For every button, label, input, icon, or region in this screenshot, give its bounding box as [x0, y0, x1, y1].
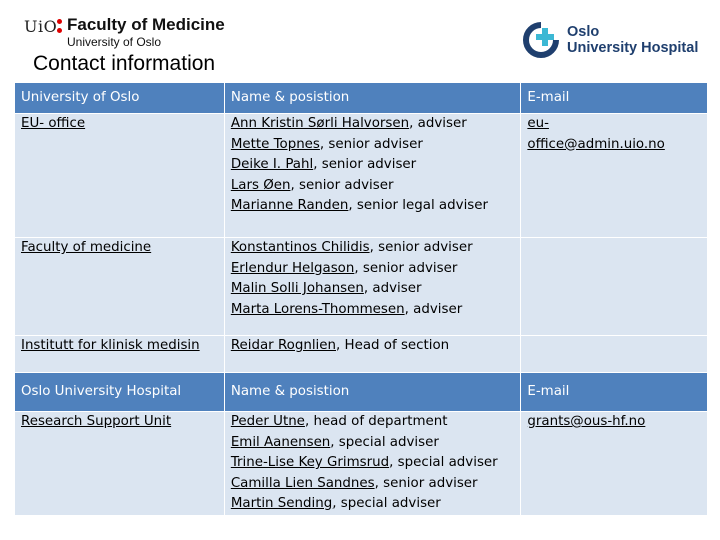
table-row-eu-office — [15, 114, 708, 238]
person-role: , senior legal adviser — [348, 198, 489, 213]
person-role: , Head of section — [336, 338, 450, 353]
person-link[interactable]: Malin Solli Johansen — [230, 281, 364, 296]
person-role: , special adviser — [330, 434, 439, 450]
ouh-line-1: Oslo — [567, 24, 600, 40]
table-row-faculty-medicine — [15, 238, 708, 336]
table-row-klinisk-medisin — [15, 336, 708, 373]
person-line — [231, 494, 515, 515]
email-link-eu-office-part2[interactable]: office@admin.uio.no — [527, 136, 665, 152]
unit-link-faculty-medicine[interactable]: Faculty of medicine — [21, 240, 152, 255]
person-link[interactable]: Deike I. Pahl — [230, 157, 314, 172]
person-link[interactable]: Lars Øen — [230, 177, 291, 193]
person-link[interactable]: Marianne Randen — [230, 198, 349, 213]
person-line — [231, 412, 515, 433]
person-role: , senior adviser — [369, 240, 473, 255]
person-line — [231, 279, 515, 300]
header-cell-name: Name & posistion — [224, 83, 521, 114]
uio-dots-icon — [57, 19, 63, 37]
person-link[interactable]: Erlendur Helgason — [230, 260, 355, 276]
page-header — [0, 0, 720, 82]
header-cell-email: E-mail — [521, 83, 708, 114]
person-line — [231, 433, 515, 454]
person-role: , adviser — [404, 301, 463, 317]
header-cell-org: Oslo University Hospital — [15, 373, 225, 412]
email-link-research-support[interactable]: grants@ous-hf.no — [527, 414, 646, 429]
person-line — [231, 474, 515, 495]
person-link[interactable]: Reidar Rognlien — [230, 338, 336, 353]
unit-link-research-support[interactable]: Research Support Unit — [21, 414, 172, 429]
person-line — [231, 135, 515, 156]
person-line — [231, 155, 515, 176]
contact-table — [14, 82, 708, 516]
person-role: , senior adviser — [319, 136, 423, 152]
ouh-wordmark — [567, 24, 698, 56]
person-line — [231, 259, 515, 280]
person-line — [231, 300, 515, 321]
ouh-logo — [523, 22, 713, 62]
empty-email-cell — [521, 238, 708, 336]
ouh-line-2: University Hospital — [567, 40, 699, 56]
person-link[interactable]: Marta Lorens-Thommesen — [230, 301, 405, 317]
header-cell-org: University of Oslo — [15, 83, 225, 114]
person-line — [231, 114, 515, 135]
uio-subtitle: University of Oslo — [67, 35, 162, 49]
person-role: , senior adviser — [354, 260, 458, 276]
email-link-eu-office-part1[interactable]: eu- — [527, 116, 549, 131]
person-line — [231, 336, 515, 357]
person-role: , senior adviser — [313, 157, 417, 172]
person-link[interactable]: Camilla Lien Sandnes — [230, 475, 375, 491]
person-role: , head of department — [304, 414, 448, 429]
person-role: , senior adviser — [374, 475, 478, 491]
person-link[interactable]: Peder Utne — [230, 414, 305, 429]
person-role: , special adviser — [389, 455, 498, 470]
person-link[interactable]: Emil Aanensen — [230, 434, 331, 450]
person-line — [231, 238, 515, 259]
empty-email-cell — [521, 336, 708, 373]
page-title: Contact information — [33, 52, 216, 75]
person-role: , adviser — [363, 281, 422, 296]
ouh-cross-icon — [523, 22, 559, 58]
table-row-research-support — [15, 412, 708, 516]
unit-link-eu-office[interactable]: EU- office — [21, 116, 86, 131]
header-cell-name: Name & posistion — [224, 373, 521, 412]
section-header-ouh — [15, 373, 708, 412]
person-line — [231, 196, 515, 217]
uio-mark: UiO — [24, 17, 58, 36]
uio-faculty-title: Faculty of Medicine — [67, 15, 225, 34]
person-link[interactable]: Trine-Lise Key Grimsrud — [230, 455, 390, 470]
section-header-uio — [15, 83, 708, 114]
header-cell-email: E-mail — [521, 373, 708, 412]
person-role: , adviser — [409, 116, 467, 131]
person-link[interactable]: Konstantinos Chilidis — [230, 240, 370, 255]
person-line — [231, 176, 515, 197]
person-link[interactable]: Martin Sending — [230, 496, 333, 511]
person-link[interactable]: Ann Kristin Sørli Halvorsen — [230, 116, 410, 131]
unit-link-klinisk-medisin[interactable]: Institutt for klinisk medisin — [21, 338, 200, 353]
person-link[interactable]: Mette Topnes — [230, 136, 320, 152]
person-role: , special adviser — [332, 496, 441, 511]
person-line — [231, 453, 515, 474]
person-role: , senior adviser — [290, 177, 394, 193]
